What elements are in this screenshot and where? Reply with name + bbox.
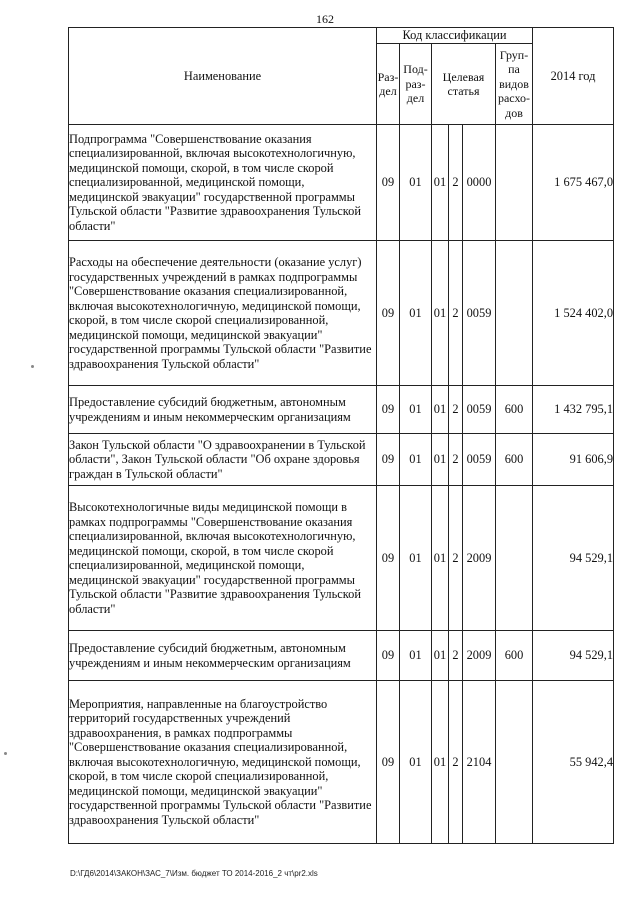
amount-cell: 94 529,1 (533, 486, 614, 631)
target-article-part1: 01 (432, 125, 449, 241)
table-row (69, 681, 614, 844)
target-article-part3: 0000 (463, 125, 496, 241)
expense-group-cell (496, 681, 533, 844)
razdel-cell: 09 (377, 681, 400, 844)
header-expense-group: Груп- па видов расхо- дов (496, 44, 533, 125)
target-article-part1: 01 (432, 386, 449, 434)
amount-cell: 91 606,9 (533, 434, 614, 486)
expense-group-cell (496, 241, 533, 386)
target-article-part3: 2104 (463, 681, 496, 844)
header-target-article: Целевая статья (432, 44, 496, 125)
amount-cell: 1 524 402,0 (533, 241, 614, 386)
podrazdel-cell: 01 (400, 434, 432, 486)
razdel-cell: 09 (377, 125, 400, 241)
target-article-part1: 01 (432, 486, 449, 631)
target-article-part2: 2 (449, 681, 463, 844)
target-article-part3: 0059 (463, 241, 496, 386)
row-name: Предоставление субсидий бюджетным, автономным учреждениям и иным некоммерческим организациям (69, 631, 377, 681)
target-article-part2: 2 (449, 486, 463, 631)
page-number: 162 (316, 12, 334, 26)
target-article-part2: 2 (449, 241, 463, 386)
header-podrazdel: Под- раз- дел (400, 44, 432, 125)
scan-mark (31, 365, 34, 368)
target-article-part2: 2 (449, 631, 463, 681)
razdel-cell: 09 (377, 434, 400, 486)
target-article-part3: 2009 (463, 631, 496, 681)
amount-cell: 1 675 467,0 (533, 125, 614, 241)
header-year: 2014 год (533, 28, 614, 125)
target-article-part1: 01 (432, 631, 449, 681)
table-row (69, 241, 614, 386)
podrazdel-cell: 01 (400, 486, 432, 631)
expense-group-cell (496, 486, 533, 631)
scan-mark (4, 752, 7, 755)
table-row (69, 434, 614, 486)
target-article-part1: 01 (432, 241, 449, 386)
expense-group-cell: 600 (496, 631, 533, 681)
budget-table (68, 27, 614, 844)
target-article-part3: 0059 (463, 434, 496, 486)
target-article-part2: 2 (449, 386, 463, 434)
header-name: Наименование (69, 28, 377, 125)
expense-group-cell (496, 125, 533, 241)
razdel-cell: 09 (377, 631, 400, 681)
footer-file-path: D:\ГД6\2014\ЗАКОН\ЗАС_7\Изм. бюджет ТО 2014-2016_2 чт\pr2.xls (70, 869, 318, 878)
podrazdel-cell: 01 (400, 631, 432, 681)
razdel-cell: 09 (377, 486, 400, 631)
target-article-part3: 2009 (463, 486, 496, 631)
header-classification-code: Код классификации (377, 28, 533, 44)
podrazdel-cell: 01 (400, 241, 432, 386)
row-name: Закон Тульской области "О здравоохранении в Тульской области", Закон Тульской области "Об охране здоровья граждан в Тульской области" (69, 434, 377, 486)
podrazdel-cell: 01 (400, 681, 432, 844)
podrazdel-cell: 01 (400, 386, 432, 434)
table-row (69, 486, 614, 631)
row-name: Высокотехнологичные виды медицинской помощи в рамках подпрограммы "Совершенствование оказания специализированной, включая высокотехнологичную, медицинской помощи, скорой, в том числе скорой специализированной, медицинской помощи, медицинской эвакуации" государственной программы Тульской области "Развитие здравоохранения Тульской области" (69, 486, 377, 631)
header-razdel: Раз- дел (377, 44, 400, 125)
amount-cell: 55 942,4 (533, 681, 614, 844)
amount-cell: 94 529,1 (533, 631, 614, 681)
target-article-part3: 0059 (463, 386, 496, 434)
target-article-part2: 2 (449, 434, 463, 486)
podrazdel-cell: 01 (400, 125, 432, 241)
razdel-cell: 09 (377, 386, 400, 434)
header-row (69, 28, 614, 44)
row-name: Расходы на обеспечение деятельности (оказание услуг) государственных учреждений в рамках подпрограммы "Совершенствование оказания специализированной, включая высокотехнологичную, медицинской помощи, скорой, в том числе скорой специализированной, медицинской помощи, медицинской эвакуации" государственной программы Тульской области "Развитие здравоохранения Тульской области" (69, 241, 377, 386)
razdel-cell: 09 (377, 241, 400, 386)
target-article-part2: 2 (449, 125, 463, 241)
row-name: Подпрограмма "Совершенствование оказания специализированной, включая высокотехнологичную, медицинской помощи, скорой, в том числе скорой специализированной, медицинской помощи, медицинской эвакуации" государственной программы Тульской области "Развитие здравоохранения Тульской области" (69, 125, 377, 241)
target-article-part1: 01 (432, 434, 449, 486)
target-article-part1: 01 (432, 681, 449, 844)
amount-cell: 1 432 795,1 (533, 386, 614, 434)
table-row (69, 631, 614, 681)
expense-group-cell: 600 (496, 386, 533, 434)
table-row (69, 125, 614, 241)
row-name: Мероприятия, направленные на благоустройство территорий государственных учреждений здравоохранения, в рамках подпрограммы "Совершенствование оказания специализированной, включая высокотехнологичную, медицинской помощи, скорой, в том числе скорой специализированной, медицинской помощи, медицинской эвакуации" государственной программы Тульской области "Развитие здравоохранения Тульской области" (69, 681, 377, 844)
expense-group-cell: 600 (496, 434, 533, 486)
row-name: Предоставление субсидий бюджетным, автономным учреждениям и иным некоммерческим организациям (69, 386, 377, 434)
table-row (69, 386, 614, 434)
